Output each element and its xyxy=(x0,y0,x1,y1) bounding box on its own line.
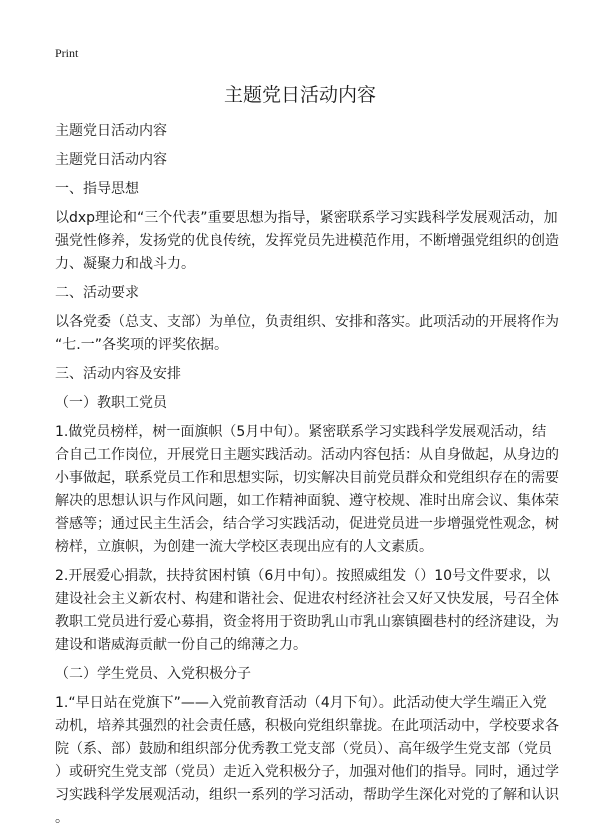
text-line: 1.“早日站在党旗下”——入党前教育活动（4月下旬）。此活动使大学生端正入党 xyxy=(55,695,547,711)
text-line: （二）学生党员、入党积极分子 xyxy=(55,666,251,682)
document-body xyxy=(55,120,559,836)
paragraph xyxy=(55,178,555,201)
text-line: 誉感等；通过民主生活会，结合学习实践活动，促进党员进一步增强党性观念，树 xyxy=(55,516,559,532)
paragraph xyxy=(55,421,559,559)
paragraph xyxy=(55,120,555,143)
text-line: 以dxp理论和“三个代表”重要思想为指导，紧密联系学习实践科学发展观活动，加 xyxy=(55,210,558,226)
text-line: 力、凝聚力和战斗力。 xyxy=(55,256,195,272)
text-line: 二、活动要求 xyxy=(55,285,139,301)
text-line: 解决的思想认识与作风问题，如工作精神面貌、遵守校规、准时出席会议、集体荣 xyxy=(55,493,559,509)
paragraph xyxy=(55,692,559,830)
paragraph xyxy=(55,207,559,276)
text-line: 主题党日活动内容 xyxy=(55,152,167,168)
text-line: 榜样，立旗帜，为创建一流大学校区表现出应有的人文素质。 xyxy=(55,539,433,555)
text-line: 三、活动内容及安排 xyxy=(55,366,181,382)
text-line: 教职工党员进行爱心募捐，资金将用于资助乳山市乳山寨镇圈巷村的经济建设，为 xyxy=(55,614,559,630)
text-line: 合自己工作岗位，开展党日主题实践活动。活动内容包括：从自身做起，从身边的 xyxy=(55,447,559,463)
paragraph xyxy=(55,392,555,415)
text-line: 习实践科学发展观活动，组织一系列的学习活动，帮助学生深化对党的了解和认识 xyxy=(55,787,559,803)
paragraph xyxy=(55,663,555,686)
paragraph xyxy=(55,363,555,386)
text-line: 1.做党员榜样，树一面旗帜（5月中旬）。紧密联系学习实践科学发展观活动，结 xyxy=(55,424,547,440)
text-line: 2.开展爱心捐款，扶持贫困村镇（6月中旬）。按照威组发（）10号文件要求，以 xyxy=(55,568,551,584)
text-line: 。 xyxy=(55,810,69,826)
text-line: 一、指导思想 xyxy=(55,181,139,197)
text-line: 强党性修养，发扬党的优良传统，发挥党员先进模范作用，不断增强党组织的创造 xyxy=(55,233,559,249)
text-line: 以各党委（总支、支部）为单位，负责组织、安排和落实。此项活动的开展将作为 xyxy=(55,314,559,330)
text-line: 小事做起，联系党员工作和思想实际，切实解决目前党员群众和党组织存在的需要 xyxy=(55,470,559,486)
text-line: 建设社会主义新农村、构建和谐社会、促进农村经济社会又好又快发展，号召全体 xyxy=(55,591,559,607)
text-line: 建设和谐威海贡献一份自己的绵薄之力。 xyxy=(55,637,307,653)
print-label[interactable]: Print xyxy=(55,46,79,60)
text-line: ）或研究生党支部（党员）走近入党积极分子，加强对他们的指导。同时，通过学 xyxy=(55,764,559,780)
paragraph xyxy=(55,311,559,357)
text-line: 院（系、部）鼓励和组织部分优秀教工党支部（党员）、高年级学生党支部（党员 xyxy=(55,741,552,757)
paragraph xyxy=(55,149,555,172)
text-line: （一）教职工党员 xyxy=(55,395,167,411)
paragraph xyxy=(55,565,559,657)
document-title: 主题党日活动内容 xyxy=(223,84,376,106)
text-line: 动机，培养其强烈的社会责任感，积极向党组织靠拢。在此项活动中，学校要求各 xyxy=(55,718,559,734)
paragraph xyxy=(55,282,555,305)
text-line: 主题党日活动内容 xyxy=(55,123,167,139)
text-line: “七.一”各奖项的评奖依据。 xyxy=(55,337,228,353)
